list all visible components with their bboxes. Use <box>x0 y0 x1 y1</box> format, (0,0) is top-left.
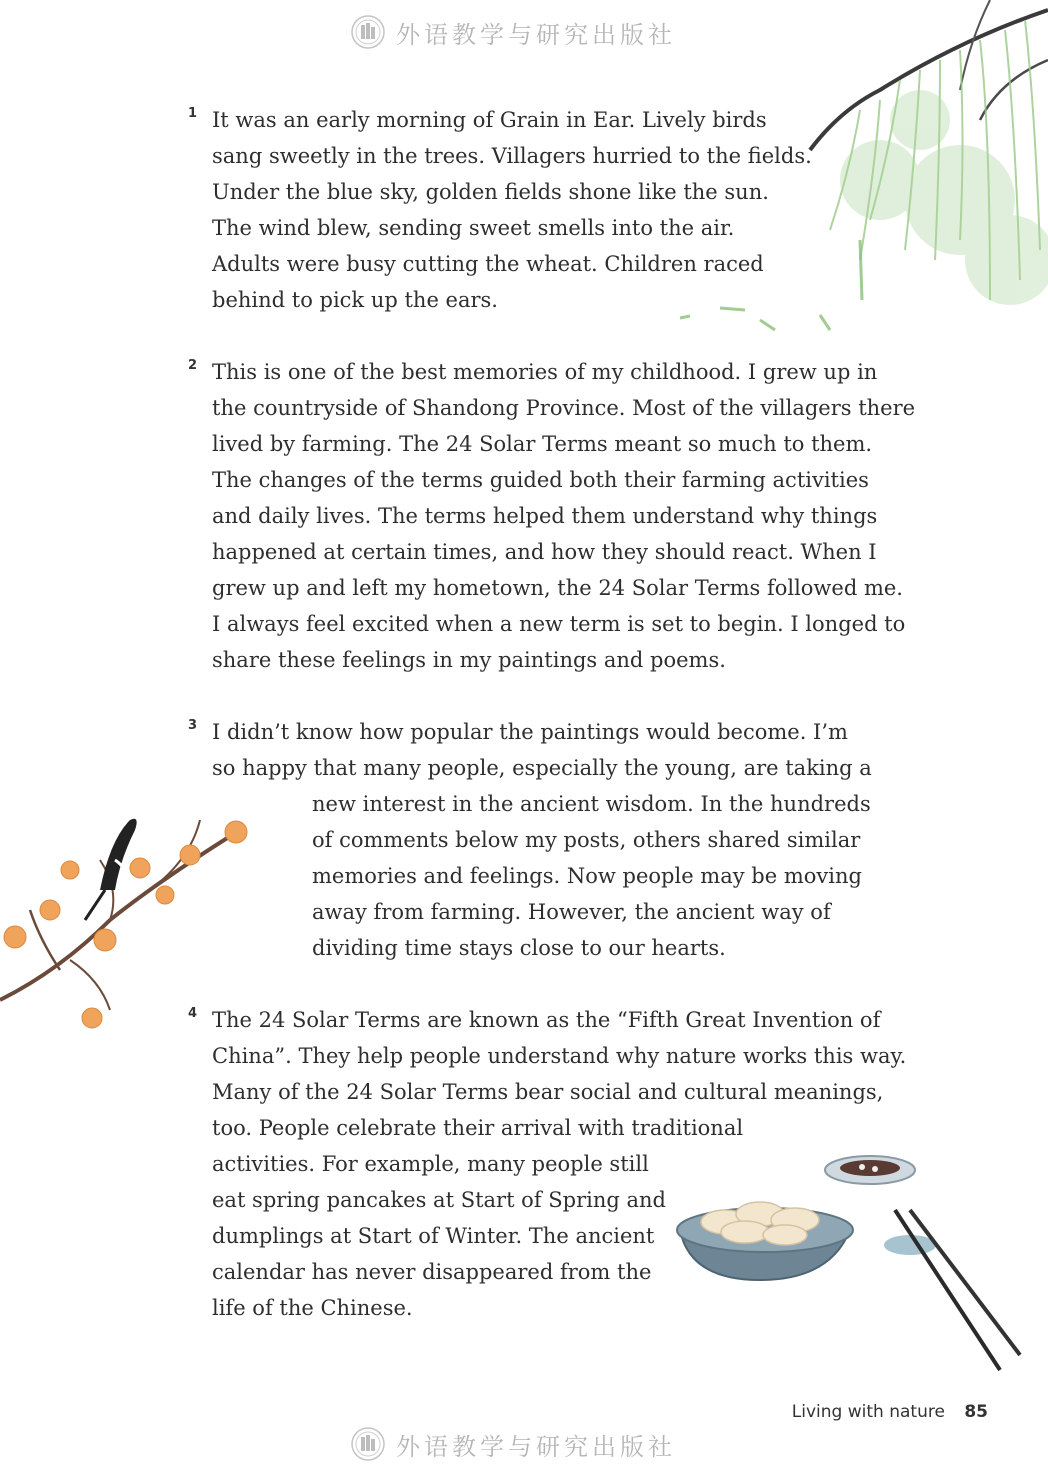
publisher-watermark-top <box>350 12 710 52</box>
publisher-logo-icon <box>350 14 386 50</box>
text-line: lived by farming. The 24 Solar Terms meant so much to them. <box>212 432 873 456</box>
publisher-name: 外语教学与研究出版社 <box>396 1432 676 1461</box>
section-title: Living with nature <box>791 1402 945 1422</box>
text-line: so happy that many people, especially the young, are taking a <box>212 756 872 780</box>
paragraph-1 <box>188 102 928 318</box>
text-line: eat spring pancakes at Start of Spring and <box>212 1188 666 1212</box>
publisher-logo-icon <box>350 1426 386 1462</box>
text-line: Adults were busy cutting the wheat. Children raced <box>212 252 764 276</box>
text-line: This is one of the best memories of my childhood. I grew up in <box>212 360 878 384</box>
paragraph-number: 4 <box>188 1006 198 1021</box>
text-line: calendar has never disappeared from the <box>212 1260 652 1284</box>
text-line: too. People celebrate their arrival with traditional <box>212 1116 744 1140</box>
text-line: The changes of the terms guided both their farming activities <box>212 468 869 492</box>
text-line: the countryside of Shandong Province. Most of the villagers there <box>212 396 916 420</box>
paragraph-number: 2 <box>188 358 198 373</box>
publisher-name: 外语教学与研究出版社 <box>396 20 676 49</box>
text-line: It was an early morning of Grain in Ear. Lively birds <box>212 108 767 132</box>
text-line: life of the Chinese. <box>212 1296 413 1320</box>
text-line: new interest in the ancient wisdom. In the hundreds <box>312 792 871 816</box>
text-line: grew up and left my hometown, the 24 Solar Terms followed me. <box>212 576 903 600</box>
text-line: China”. They help people understand why nature works this way. <box>212 1044 907 1068</box>
text-line: Under the blue sky, golden fields shone like the sun. <box>212 180 769 204</box>
publisher-watermark-bottom <box>350 1424 710 1464</box>
dumplings-chopsticks-illustration <box>670 1140 1040 1380</box>
text-line: I didn’t know how popular the paintings would become. I’m <box>212 720 848 744</box>
text-line: behind to pick up the ears. <box>212 288 498 312</box>
text-line: I always feel excited when a new term is set to begin. I longed to <box>212 612 906 636</box>
text-line: dividing time stays close to our hearts. <box>312 936 726 960</box>
text-line: memories and feelings. Now people may be moving <box>312 864 862 888</box>
page-footer <box>792 1402 988 1422</box>
text-line: activities. For example, many people still <box>212 1152 649 1176</box>
text-line: happened at certain times, and how they should react. When I <box>212 540 877 564</box>
paragraph-number: 3 <box>188 718 198 733</box>
text-line: dumplings at Start of Winter. The ancient <box>212 1224 655 1248</box>
text-line: Many of the 24 Solar Terms bear social and cultural meanings, <box>212 1080 884 1104</box>
text-line: The 24 Solar Terms are known as the “Fifth Great Invention of <box>212 1008 881 1032</box>
paragraph-3 <box>188 714 928 966</box>
text-line: and daily lives. The terms helped them understand why things <box>212 504 878 528</box>
page-number: 85 <box>964 1402 988 1422</box>
text-line: away from farming. However, the ancient way of <box>312 900 831 924</box>
text-line: of comments below my posts, others shared similar <box>312 828 861 852</box>
paragraph-2 <box>188 354 928 678</box>
text-line: The wind blew, sending sweet smells into the air. <box>212 216 735 240</box>
text-line: share these feelings in my paintings and poems. <box>212 648 726 672</box>
paragraph-number: 1 <box>188 106 198 121</box>
text-line: sang sweetly in the trees. Villagers hurried to the fields. <box>212 144 812 168</box>
